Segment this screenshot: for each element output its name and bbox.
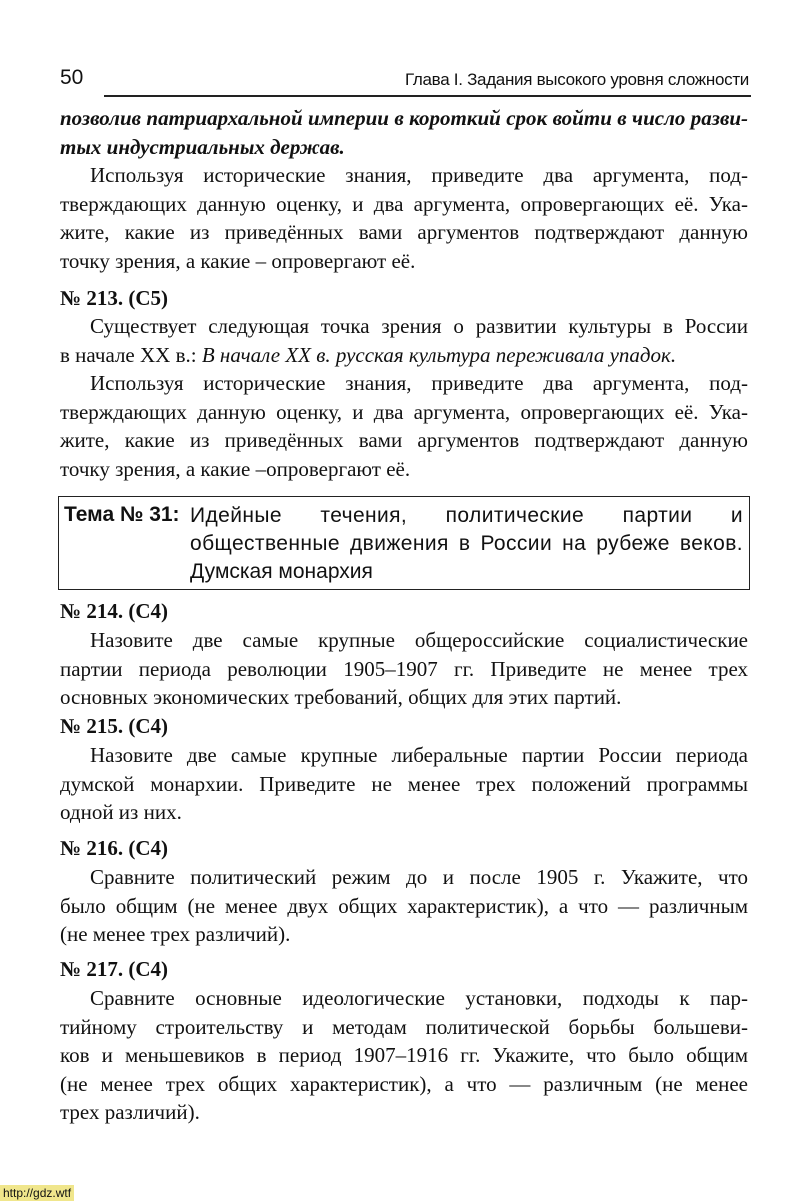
text-line: точку зрения, а какие –опровергают её.	[60, 456, 411, 481]
text-line: тверждающих данную оценку, и два аргумента, опровергающих её. Ука-	[60, 191, 748, 216]
task-heading: № 215. (С4)	[60, 714, 169, 738]
text-line: позволив патриархальной империи в короткий срок войти в число разви-	[60, 106, 748, 130]
topic-line: Думская монархия	[190, 560, 373, 583]
task-block	[60, 597, 748, 712]
text-line: Используя исторические знания, приведите два аргумента, под-	[90, 163, 748, 188]
topic-box	[58, 496, 750, 590]
text-line: партии периода революции 1905–1907 гг. Приведите не менее трех	[60, 656, 748, 681]
text-line: Сравните политический режим до и после 1905 г. Укажите, что	[90, 865, 748, 889]
text-line: тых индустриальных держав.	[60, 134, 345, 159]
text-line: (не менее трех общих характеристик), а что — различным (не менее	[60, 1071, 748, 1096]
text-line: одной из них.	[60, 800, 182, 825]
text-line: жите, какие из приведённых вами аргументов подтверждают данную	[60, 220, 748, 245]
text-line: точку зрения, а какие – опровергают её.	[60, 248, 416, 273]
page-number: 50	[60, 66, 84, 89]
task-213	[60, 284, 748, 484]
task-block	[60, 834, 748, 949]
text-line: Существует следующая точка зрения о развитии культуры в России	[90, 314, 748, 338]
italic-quote: В начале XX в. русская культура переживала упадок.	[201, 342, 677, 367]
text-line: Назовите две самые крупные общероссийские социалистические	[90, 628, 748, 652]
text-line: (не менее трех различий).	[60, 922, 291, 947]
text-line: основных экономических требований, общих для этих партий.	[60, 685, 622, 710]
task-block	[60, 955, 748, 1127]
text-line: тийному строительству и методам политической борьбы большеви-	[60, 1014, 748, 1039]
text-line: думской монархии. Приведите не менее трех положений программы	[60, 771, 748, 796]
watermark: http://gdz.wtf	[0, 1185, 74, 1201]
task-block	[60, 712, 748, 827]
text-line: Сравните основные идеологические установки, подходы к пар-	[90, 986, 748, 1010]
task-heading: № 216. (С4)	[60, 836, 169, 860]
topic-line: Идейные течения, политические партии и	[190, 504, 743, 527]
text-line: жите, какие из приведённых вами аргументов подтверждают данную	[60, 428, 748, 453]
text-line: Используя исторические знания, приведите два аргумента, под-	[90, 371, 748, 396]
text-line	[60, 341, 748, 370]
intro-block	[60, 104, 748, 276]
topic-label: Тема № 31:	[64, 503, 180, 526]
running-title: Глава I. Задания высокого уровня сложности	[404, 70, 749, 89]
header-rule	[104, 95, 751, 97]
text-line: ков и меньшевиков в период 1907–1916 гг. Укажите, что было общим	[60, 1043, 748, 1068]
text-line: трех различий).	[60, 1100, 200, 1125]
text-prefix: в начале XX в.:	[60, 342, 202, 367]
task-heading: № 214. (С4)	[60, 599, 169, 623]
task-heading: № 217. (С4)	[60, 957, 169, 981]
topic-line: общественные движения в России на рубеже веков.	[190, 532, 743, 555]
task-heading: № 213. (С5)	[60, 286, 169, 310]
text-line: тверждающих данную оценку, и два аргумента, опровергающих её. Ука-	[60, 399, 748, 424]
text-line: было общим (не менее двух общих характеристик), а что — различным	[60, 893, 748, 918]
text-line: Назовите две самые крупные либеральные партии России периода	[90, 743, 748, 767]
